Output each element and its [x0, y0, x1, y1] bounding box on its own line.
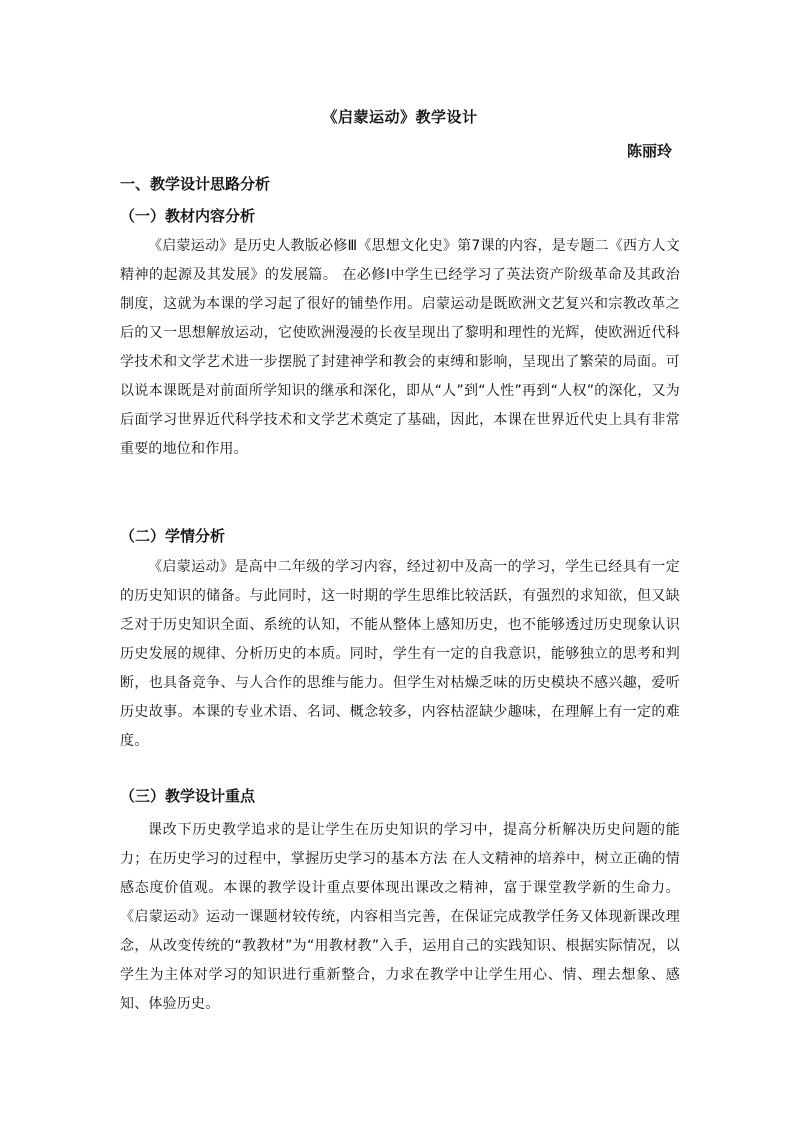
subsection-heading-textbook-analysis: （一）教材内容分析 — [120, 207, 256, 225]
paragraph-design-focus: 课改下历史教学追求的是让学生在历史知识的学习中，提高分析解决历史问题的能力；在历史学习的过程中，掌握历史学习的基本方法 在人文精神的培养中，树立正确的情感态度价值观。本课的教学设计重点要体现出课改之精神，富于课堂教学新的生命力。《启蒙运动》运动一课题材较传统，内容相当完善，在保证完成教学任务又体现新课改理念，从改变传统的“教教材”为“用教材教”入手，运用自己的实践知识、根据实际情况，以学生为主体对学习的知识进行重新整合，力求在教学中让学生用心、情、理去想象、感知、体验历史。 — [120, 822, 680, 1012]
author-name: 陈丽玲 — [626, 142, 672, 160]
subsection-heading-student-analysis: （二）学情分析 — [120, 527, 226, 545]
document-title: 《启蒙运动》教学设计 — [322, 108, 478, 126]
paragraph-student-analysis: 《启蒙运动》是高中二年级的学习内容，经过初中及高一的学习，学生已经具有一定的历史知识的储备。与此同时，这一时期的学生思维比较活跃，有强烈的求知欲，但又缺乏对于历史知识全面、系统的认知，不能从整体上感知历史，也不能够透过历史现象认识历史发展的规律、分析历史的本质。同时，学生有一定的自我意识，能够独立的思考和判断，也具备竞争、与人合作的思维与能力。但学生对枯燥乏味的历史模块不感兴趣，爱听历史故事。本课的专业术语、名词、概念较多，内容枯涩缺少趣味，在理解上有一定的难度。 — [120, 559, 680, 749]
subsection-heading-design-focus: （三）教学设计重点 — [120, 787, 256, 805]
paragraph-textbook-analysis: 《启蒙运动》是历史人教版必修Ⅲ《思想文化史》第7课的内容，是专题二《西方人文精神的起源及其发展》的发展篇。 在必修Ⅰ中学生已经学习了英法资产阶级革命及其政治制度，这就为本课的学习起了很好的铺垫作用。启蒙运动是既欧洲文艺复兴和宗教改革之后的又一思想解放运动，它使欧洲漫漫的长夜呈现出了黎明和理性的光辉，使欧洲近代科学技术和文学艺术进一步摆脱了封建神学和教会的束缚和影响，呈现出了繁荣的局面。可以说本课既是对前面所学知识的继承和深化，即从“人”到“人性”再到“人权”的深化，又为后面学习世界近代科学技术和文学艺术奠定了基础，因此，本课在世界近代史上具有非常重要的地位和作用。 — [120, 238, 680, 457]
section-heading: 一、教学设计思路分析 — [120, 175, 271, 193]
